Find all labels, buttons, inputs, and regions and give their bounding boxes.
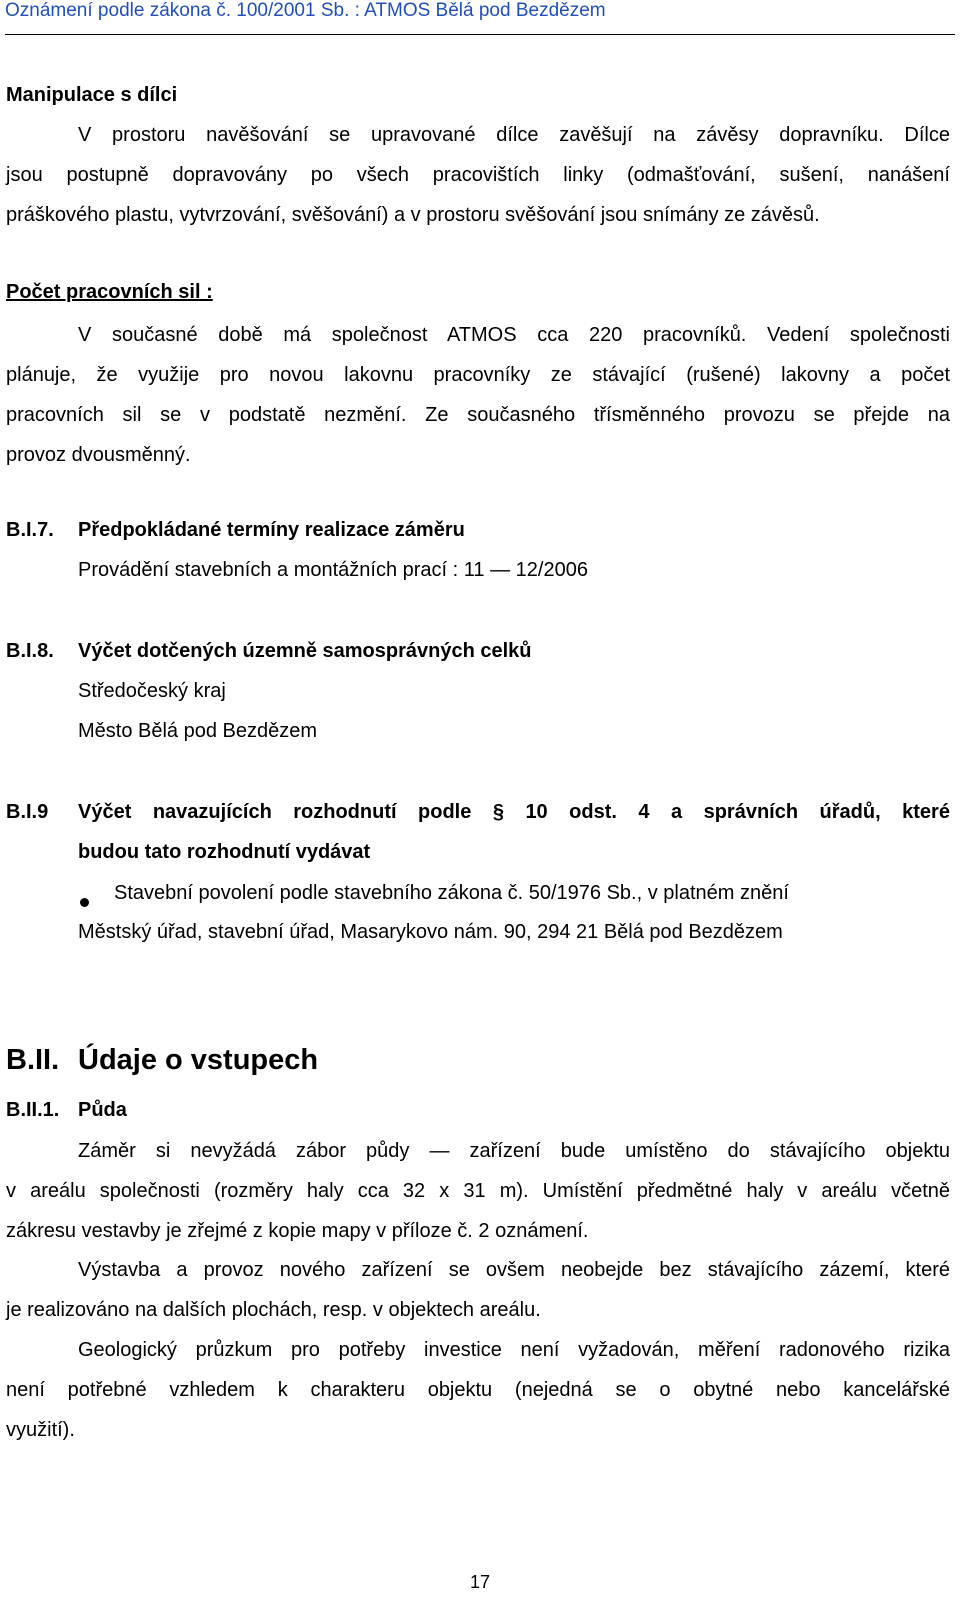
paragraph-line: práškového plastu, vytvrzování, svěšování) a v prostoru svěšování jsou snímány ze závěsů. bbox=[6, 204, 820, 226]
chapter-number: B.II. bbox=[6, 1044, 60, 1076]
title-word: 4 bbox=[638, 801, 650, 823]
paragraph-line: v areálu společnosti (rozměry haly cca 32 x 31 m). Umístění předmětné haly v areálu včetně bbox=[6, 1180, 950, 1202]
paragraph-sign: § bbox=[492, 801, 504, 823]
paragraph-line: zákresu vestavby je zřejmé z kopie mapy v příloze č. 2 oznámení. bbox=[6, 1220, 589, 1242]
bullet-item: Stavební povolení podle stavebního zákona č. 50/1976 Sb., v platném znění bbox=[114, 882, 789, 904]
office-address: Městský úřad, stavební úřad, Masarykovo nám. 90, 294 21 Bělá pod Bezdězem bbox=[78, 921, 783, 943]
title-word: a bbox=[671, 801, 683, 823]
title-word: 10 bbox=[525, 801, 548, 823]
paragraph-line: Geologický průzkum pro potřeby investice není vyžadován, měření radonového rizika bbox=[78, 1339, 950, 1361]
paragraph-line: Výstavba a provoz nového zařízení se ovšem neobejde bez stávajícího zázemí, které bbox=[78, 1259, 950, 1281]
title-word: rozhodnutí bbox=[293, 801, 397, 823]
paragraph-line: využití). bbox=[6, 1419, 75, 1441]
page-header bbox=[5, 0, 955, 35]
section-title: Půda bbox=[78, 1099, 127, 1121]
paragraph-line: V současné době má společnost ATMOS cca 220 pracovníků. Vedení společnosti bbox=[78, 324, 950, 346]
title-word: které bbox=[902, 801, 950, 823]
section-title: Předpokládané termíny realizace záměru bbox=[78, 519, 465, 541]
list-item: Středočeský kraj bbox=[78, 680, 226, 702]
title-word: podle bbox=[418, 801, 472, 823]
title-word: Výčet bbox=[78, 801, 132, 823]
title-word: navazujících bbox=[152, 801, 272, 823]
section-number: B.I.8. bbox=[6, 640, 54, 662]
paragraph-line: Záměr si nevyžádá zábor půdy — zařízení bude umístěno do stávajícího objektu bbox=[78, 1140, 950, 1162]
section-number: B.I.7. bbox=[6, 519, 54, 541]
paragraph-line: plánuje, že využije pro novou lakovnu pracovníky ze stávající (rušené) lakovny a počet bbox=[6, 364, 950, 386]
page-number: 17 bbox=[469, 1572, 491, 1592]
section-number: B.II.1. bbox=[6, 1099, 60, 1121]
list-item: Město Bělá pod Bezdězem bbox=[78, 720, 318, 742]
paragraph-line: pracovních sil se v podstatě nezmění. Ze současného třísměnného provozu se přejde na bbox=[6, 404, 950, 426]
paragraph-line: V prostoru navěšování se upravované dílce zavěšují na závěsy dopravníku. Dílce bbox=[78, 124, 950, 146]
section-title: Výčet dotčených územně samosprávných celků bbox=[78, 640, 532, 662]
section-heading-manipulace: Manipulace s dílci bbox=[6, 84, 178, 106]
paragraph-line: provoz dvousměnný. bbox=[6, 444, 191, 466]
paragraph-line: je realizováno na dalších plochách, resp. v objektech areálu. bbox=[6, 1299, 541, 1321]
paragraph-line: není potřebné vzhledem k charakteru objektu (nejedná se o obytné nebo kancelářské bbox=[6, 1379, 950, 1401]
chapter-title: Údaje o vstupech bbox=[78, 1044, 319, 1076]
paragraph-line: jsou postupně dopravovány po všech pracovištích linky (odmašťování, sušení, nanášení bbox=[6, 164, 950, 186]
title-word: správních bbox=[703, 801, 799, 823]
bullet-icon bbox=[80, 898, 89, 907]
section-heading-pracovni-sily: Počet pracovních sil : bbox=[6, 281, 213, 303]
section-title bbox=[78, 801, 950, 824]
header-title: Oznámení podle zákona č. 100/2001 Sb. : ATMOS Bělá pod Bezdězem bbox=[5, 0, 606, 21]
section-number: B.I.9 bbox=[6, 801, 49, 823]
schedule-text: Provádění stavebních a montážních prací : 11 — 12/2006 bbox=[78, 559, 588, 581]
title-word: odst. bbox=[569, 801, 617, 823]
section-title-continued: budou tato rozhodnutí vydávat bbox=[78, 841, 371, 863]
title-word: úřadů, bbox=[819, 801, 881, 823]
